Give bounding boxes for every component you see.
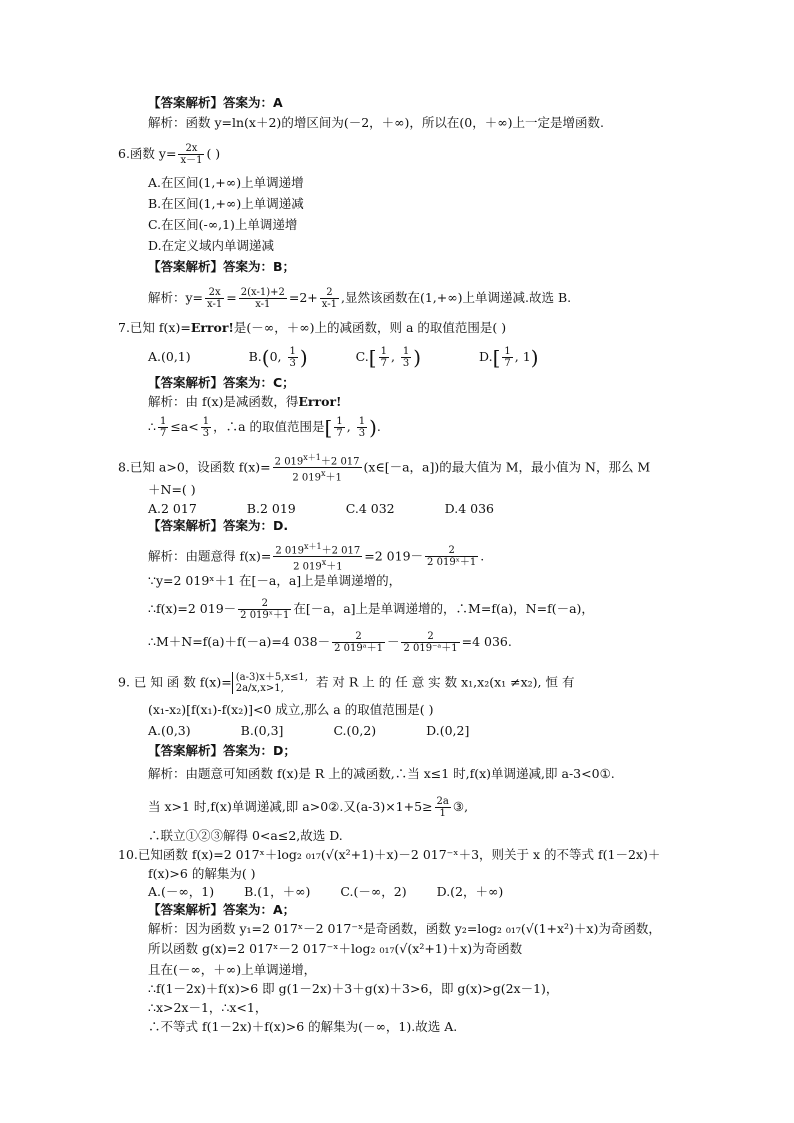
solution-q8-line4: ∴M＋N=f(a)＋f(－a)=4 038－ $\frac{2}{\text{2 019ᵃ＋1}}$ － $\frac{2}{\text{2 019⁻ᵃ＋1}}$ =4 036. [148, 631, 512, 654]
option-7a: A.(0,1) [148, 349, 191, 364]
option-6d: D.在定义域内单调递减 [148, 238, 275, 253]
solution-q10-line6: ∴不等式 f(1－2x)＋f(x)>6 的解集为(－∞，1).故选 A. [148, 1019, 458, 1034]
options-7 [148, 346, 539, 369]
solution-q8-line2: ∵y=2 019ˣ＋1 在[－a，a]上是单调递增的， [148, 573, 402, 588]
option-10c: C.(－∞，2) [340, 884, 407, 899]
answer-label-q6: 【答案解析】答案为：B； [148, 259, 296, 274]
answer-label-q10: 【答案解析】答案为：A； [148, 902, 296, 917]
answer-label-q9: 【答案解析】答案为：D； [148, 743, 296, 758]
question-8: 8.已知 a>0，设函数 f(x)= $\frac{2 019^{x+1}+2 017}{2 019^x+1}$ (x∈[－a，a])的最大值为 M，最小值为 N，那么 M [118, 453, 651, 484]
solution-q8-line1: 解析：由题意得 f(x)= $\frac{2 019^{x+1}+2 017}{2 019^x+1}$ =2 019－ $\frac{2}{\text{2 019ˣ＋1}}$ . [148, 542, 485, 573]
question-7: 7.已知 f(x)=Error!是(－∞，＋∞)上的减函数，则 a 的取值范围是( ) [118, 320, 507, 335]
option-9c: C.(0,2) [333, 723, 377, 738]
option-7c: C.[ $\frac{1}{7}$ , $\frac{1}{3}$ ) [355, 345, 422, 370]
question-9-cont: (x₁-x₂)[f(x₁)-f(x₂)]<0 成立,那么 a 的取值范围是( ) [148, 702, 434, 717]
option-9b: B.(0,3] [240, 723, 284, 738]
option-8d: D.4 036 [444, 501, 494, 516]
solution-q5: 解析：函数 y=ln(x＋2)的增区间为(－2，＋∞)，所以在(0，＋∞)上一定是增函数. [148, 115, 605, 130]
option-7d: D.[ $\frac{1}{7}$ , 1) [479, 345, 539, 370]
option-6c: C.在区间(-∞,1)上单调递增 [148, 217, 298, 232]
option-6a: A.在区间(1,+∞)上单调递增 [148, 175, 304, 190]
solution-q6: 解析：y= $\frac{2x}{x-1}$ = $\frac{2(x-1)+2}{x-1}$ =2+ $\frac{2}{x-1}$ ,显然该函数在(1,+∞)上单调递减.故选 B. [148, 287, 572, 310]
question-6: 6.函数 y= $\frac{2x}{x-1}$ ( ) [118, 143, 221, 166]
solution-q10-line2: 所以函数 g(x)=2 017ˣ－2 017⁻ˣ＋log₂ ₀₁₇(√(x²+1)＋x)为奇函数 [148, 941, 523, 956]
solution-q10-line4: ∴f(1－2x)＋f(x)>6 即 g(1－2x)＋3＋g(x)＋3>6，即 g(x)>g(2x－1)， [148, 981, 559, 996]
question-10-cont: f(x)>6 的解集为( ) [148, 866, 256, 881]
option-6b: B.在区间(1,+∞)上单调递减 [148, 196, 304, 211]
option-10a: A.(－∞，1) [148, 884, 215, 899]
question-8-cont: ＋N=( ) [148, 482, 196, 497]
solution-q7-line1: 解析：由 f(x)是减函数，得Error! [148, 394, 342, 409]
options-8 [148, 501, 494, 517]
question-10: 10.已知函数 f(x)=2 017ˣ＋log₂ ₀₁₇(√(x²+1)＋x)－2 017⁻ˣ＋3，则关于 x 的不等式 f(1－2x)＋ [118, 847, 661, 862]
options-10 [148, 884, 503, 900]
option-7b: B.(0, $\frac{1}{3}$ ) [248, 345, 308, 370]
solution-q7-line2: ∴ $\frac{1}{7}$ ≤a< $\frac{1}{3}$ ，∴a 的取值范围是[ $\frac{1}{7}$ , $\frac{1}{3}$ ). [148, 415, 381, 440]
solution-q10-line5: ∴x>2x－1，∴x<1， [148, 1000, 268, 1015]
option-8c: C.4 032 [345, 501, 395, 516]
option-9a: A.(0,3) [148, 723, 191, 738]
option-10d: D.(2，＋∞) [436, 884, 504, 899]
solution-q8-line3: ∴f(x)=2 019－ $\frac{2}{\text{2 019ˣ＋1}}$ 在[－a，a]上是单调递增的，∴M=f(a)，N=f(－a)， [148, 598, 594, 621]
answer-label-q8: 【答案解析】答案为：D. [148, 518, 289, 533]
solution-q10-line3: 且在(－∞，＋∞)上单调递增， [148, 962, 317, 977]
answer-label-q7: 【答案解析】答案为：C； [148, 375, 295, 390]
solution-q9-line2: 当 x>1 时,f(x)单调递减,即 a>0②.又(a-3)×1+5≥ $\frac{2a}{1}$ ③, [148, 796, 469, 819]
solution-q10-line1: 解析：因为函数 y₁=2 017ˣ－2 017⁻ˣ是奇函数，函数 y₂=log₂ ₀₁₇(√(1+x²)＋x)为奇函数， [148, 921, 661, 936]
solution-q9-line3: ∴联立①②③解得 0<a≤2,故选 D. [148, 828, 343, 843]
options-9 [148, 723, 469, 739]
option-8a: A.2 017 [148, 501, 197, 516]
answer-label-q5: 【答案解析】答案为：A [148, 95, 283, 110]
option-8b: B.2 019 [246, 501, 296, 516]
question-9: 9. 已 知 函 数 f(x)= (a-3)x＋5,x≤1, 2a/x,x>1, 若 对 R 上 的 任 意 实 数 x₁,x₂(x₁ ≠x₂), 恒 有 [118, 672, 575, 694]
solution-q9-line1: 解析：由题意可知函数 f(x)是 R 上的减函数,∴当 x≤1 时,f(x)单调递减,即 a-3<0①. [148, 766, 615, 781]
option-9d: D.(0,2] [426, 723, 470, 738]
option-10b: B.(1，＋∞) [244, 884, 311, 899]
